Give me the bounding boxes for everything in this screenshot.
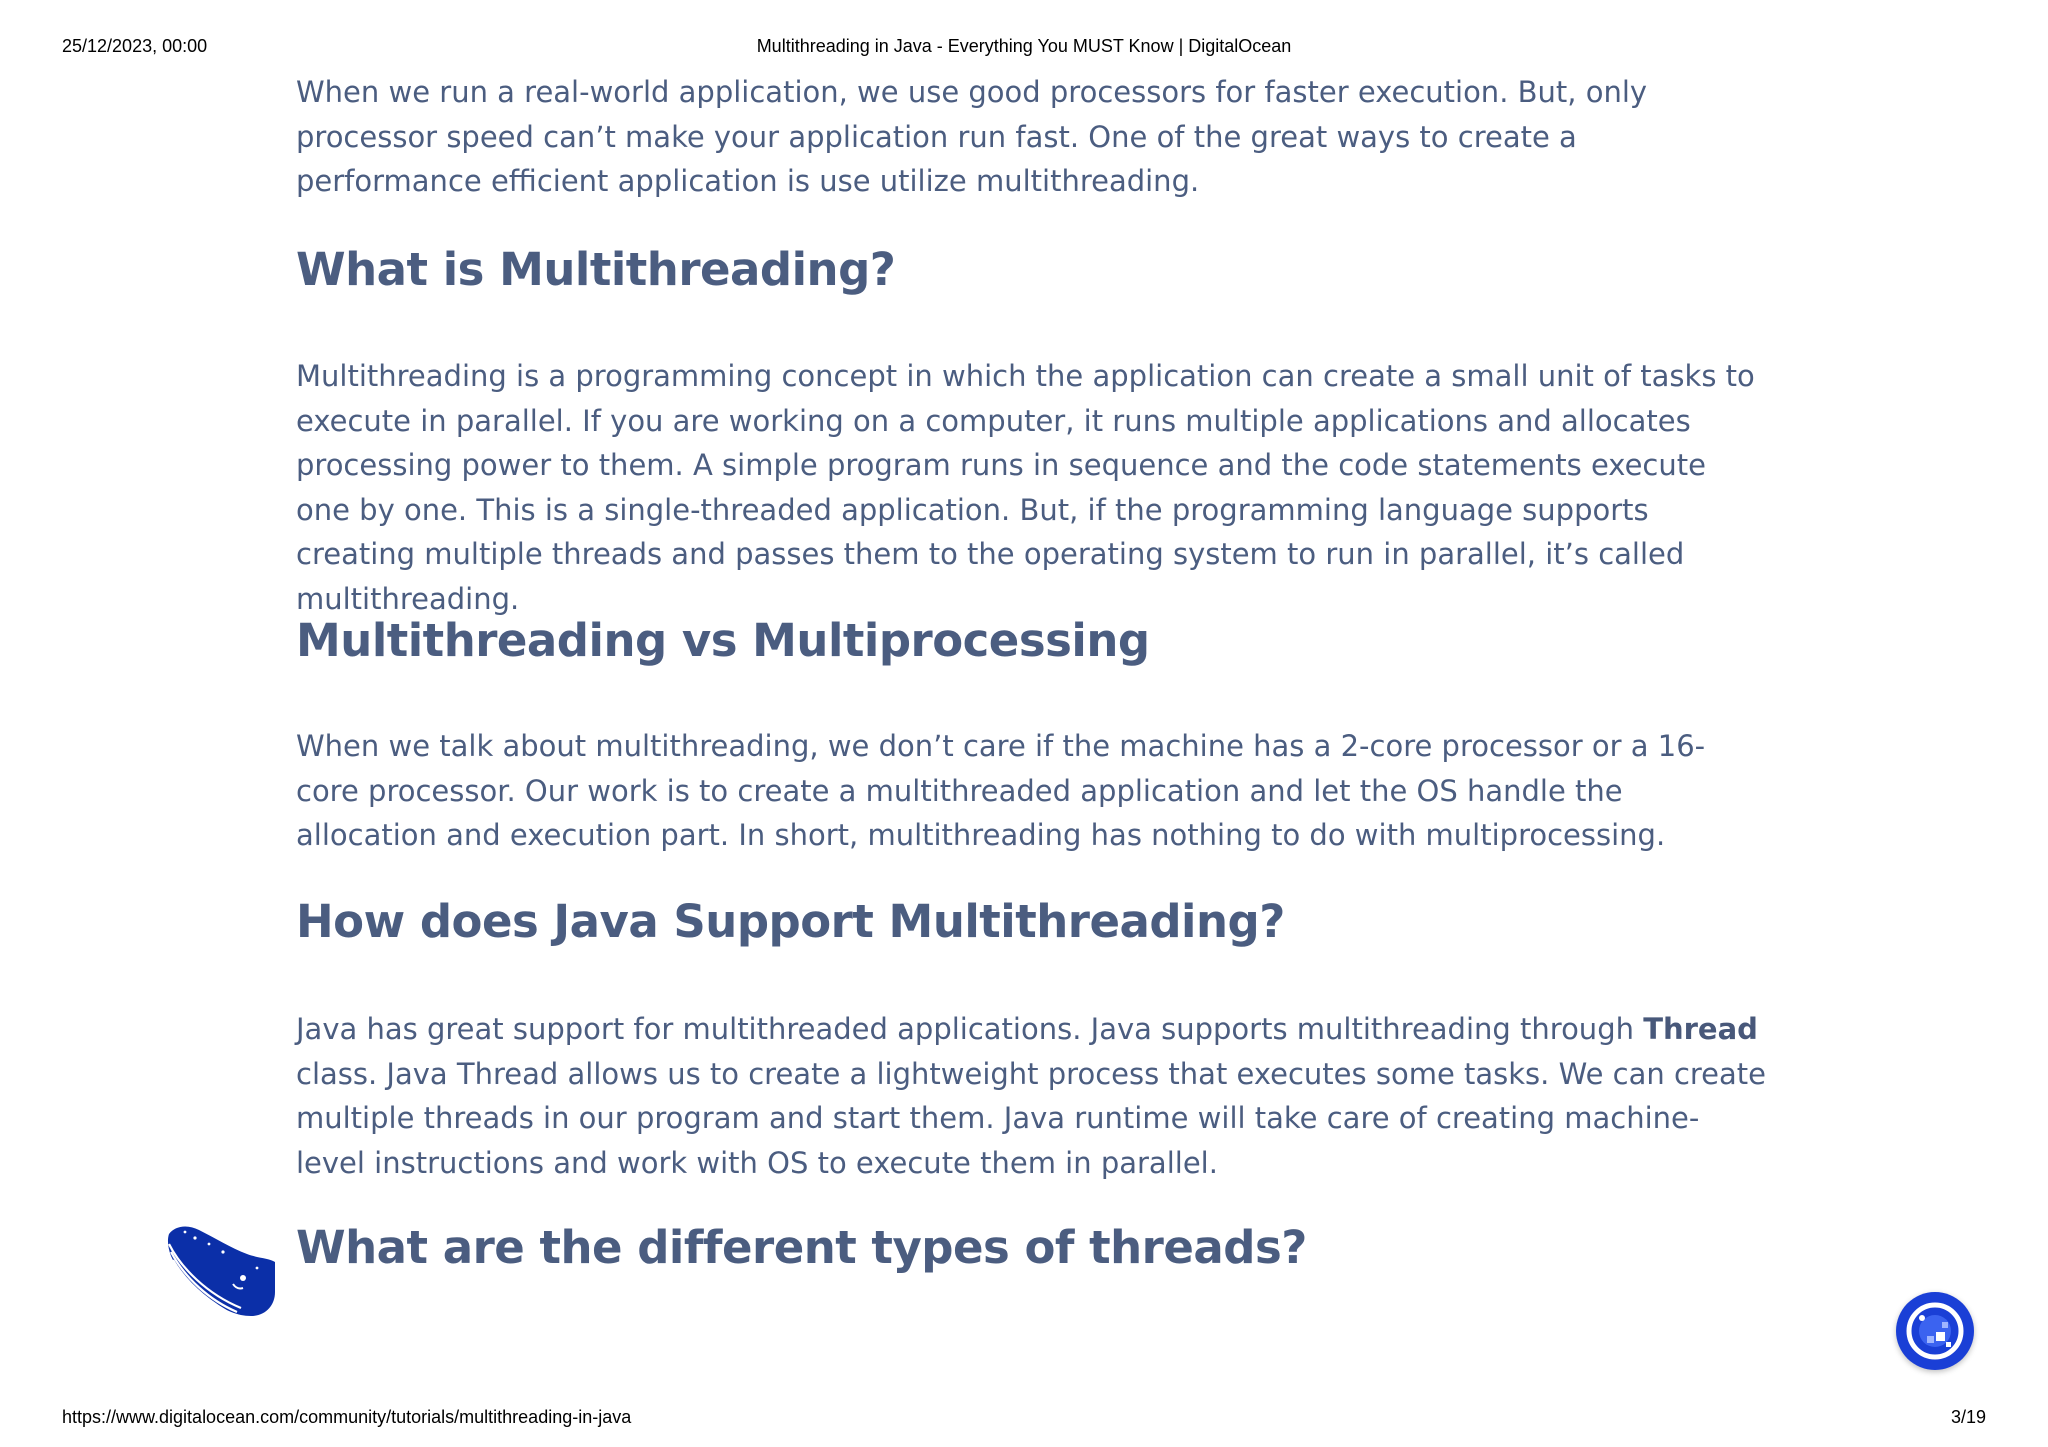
section-heading-multithreading-vs-multiprocessing: Multithreading vs Multiprocessing bbox=[296, 614, 1150, 667]
section-paragraph-multithreading-vs-multiprocessing: When we talk about multithreading, we don’t care if the machine has a 2-core processor or a 16-core processor. Our work is to create a multithreaded application and let the OS handle the allocation and execution part. In short, multithreading has nothing to do with multiprocessing. bbox=[296, 729, 1706, 852]
print-datetime: 25/12/2023, 00:00 bbox=[62, 36, 208, 56]
whale-illustration-icon bbox=[165, 1222, 277, 1320]
java-support-text-after: class. Java Thread allows us to create a lightweight process that executes some tasks. We can create multiple threads in our program and start them. Java runtime will take care of creating machine-level instructions and work with OS to execute them in parallel. bbox=[296, 1056, 1766, 1180]
print-page-title: Multithreading in Java - Everything You MUST Know | DigitalOcean bbox=[756, 36, 1292, 56]
section-heading-java-support: How does Java Support Multithreading? bbox=[296, 895, 1285, 948]
print-footer bbox=[62, 1407, 1986, 1431]
section-paragraph-java-support bbox=[296, 1007, 1766, 1185]
java-support-text-before: Java has great support for multithreaded applications. Java supports multithreading through bbox=[296, 1012, 1644, 1046]
chat-assistant-button[interactable] bbox=[1896, 1292, 1974, 1370]
chat-assistant-icon bbox=[1896, 1292, 1974, 1370]
section-paragraph-what-is-multithreading: Multithreading is a programming concept in which the application can create a small unit of tasks to execute in parallel. If you are working on a computer, it runs multiple applications and allocates processing power to them. A simple program runs in sequence and the code statements execute one by one. This is a single-threaded application. But, if the programming language supports creating multiple threads and passes them to the operating system to run in parallel, it’s called multithreading. bbox=[296, 359, 1755, 616]
section-heading-what-is-multithreading: What is Multithreading? bbox=[296, 243, 896, 296]
print-header bbox=[62, 36, 1986, 60]
section-heading-types-of-threads: What are the different types of threads? bbox=[296, 1221, 1307, 1274]
intro-paragraph: When we run a real-world application, we use good processors for faster execution. But, only processor speed can’t make your application run fast. One of the great ways to create a performance efficient application is use utilize multithreading. bbox=[296, 75, 1648, 198]
print-page-number: 3/19 bbox=[1950, 1407, 1986, 1427]
print-url: https://www.digitalocean.com/community/tutorials/multithreading-in-java bbox=[62, 1407, 632, 1427]
thread-class-bold: Thread bbox=[1643, 1012, 1758, 1046]
